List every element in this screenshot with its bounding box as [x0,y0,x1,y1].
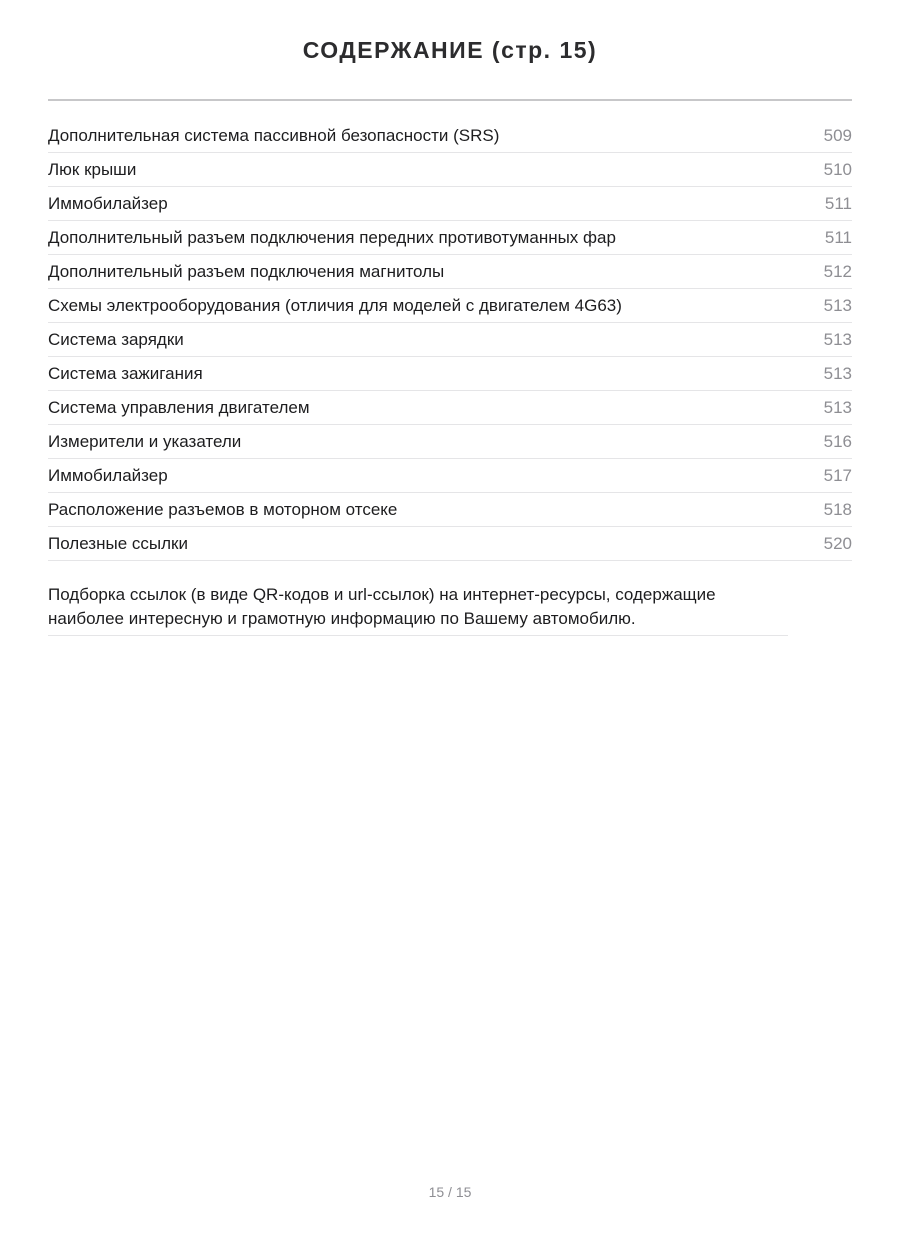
toc-entry-page: 520 [823,533,852,553]
toc-entry-label: Полезные ссылки [48,533,188,553]
toc-entry[interactable] [48,289,852,323]
toc-entry-label: Измерители и указатели [48,431,242,451]
toc-entry-page: 517 [823,465,852,485]
toc-entry-label: Дополнительный разъем подключения передних противотуманных фар [48,227,616,247]
toc-entry-page: 513 [823,329,852,349]
title-divider [48,99,852,101]
toc-entry[interactable] [48,425,852,459]
toc-entry[interactable] [48,187,852,221]
toc-entry-label: Система зажигания [48,363,203,383]
toc-entry-page: 510 [823,159,852,179]
toc-entry[interactable] [48,391,852,425]
toc-entry-label: Люк крыши [48,159,137,179]
toc-list [48,119,852,561]
toc-entry[interactable] [48,323,852,357]
toc-entry[interactable] [48,221,852,255]
toc-entry[interactable] [48,153,852,187]
toc-entry-label: Дополнительная система пассивной безопасности (SRS) [48,125,500,145]
toc-entry-page: 513 [823,363,852,383]
toc-entry[interactable] [48,527,852,561]
toc-entry-label: Система зарядки [48,329,184,349]
toc-entry-page: 511 [824,227,852,247]
toc-entry[interactable] [48,357,852,391]
toc-entry[interactable] [48,255,852,289]
toc-entry-page: 509 [823,125,852,145]
toc-entry-page: 512 [823,261,852,281]
toc-page [0,36,900,636]
toc-entry[interactable] [48,459,852,493]
toc-entry-label: Иммобилайзер [48,465,168,485]
toc-entry[interactable] [48,493,852,527]
toc-entry[interactable] [48,119,852,153]
toc-entry-label: Иммобилайзер [48,193,168,213]
page-title: СОДЕРЖАНИЕ (стр. 15) [302,37,598,63]
toc-entry-page: 516 [823,431,852,451]
toc-entry-page: 513 [823,397,852,417]
toc-entry-label: Дополнительный разъем подключения магнитолы [48,261,445,281]
toc-entry-page: 518 [823,499,852,519]
page-indicator: 15 / 15 [428,1184,472,1200]
toc-entry-label: Система управления двигателем [48,397,310,417]
toc-entry-label: Схемы электрооборудования (отличия для моделей с двигателем 4G63) [48,295,622,315]
toc-entry-page: 513 [823,295,852,315]
toc-entry-page: 511 [824,193,852,213]
toc-note: Подборка ссылок (в виде QR-кодов и url-ссылок) на интернет-ресурсы, содержащие наиболее интересную и грамотную информацию по Вашему автомобилю. [48,578,788,636]
toc-entry-label: Расположение разъемов в моторном отсеке [48,499,398,519]
